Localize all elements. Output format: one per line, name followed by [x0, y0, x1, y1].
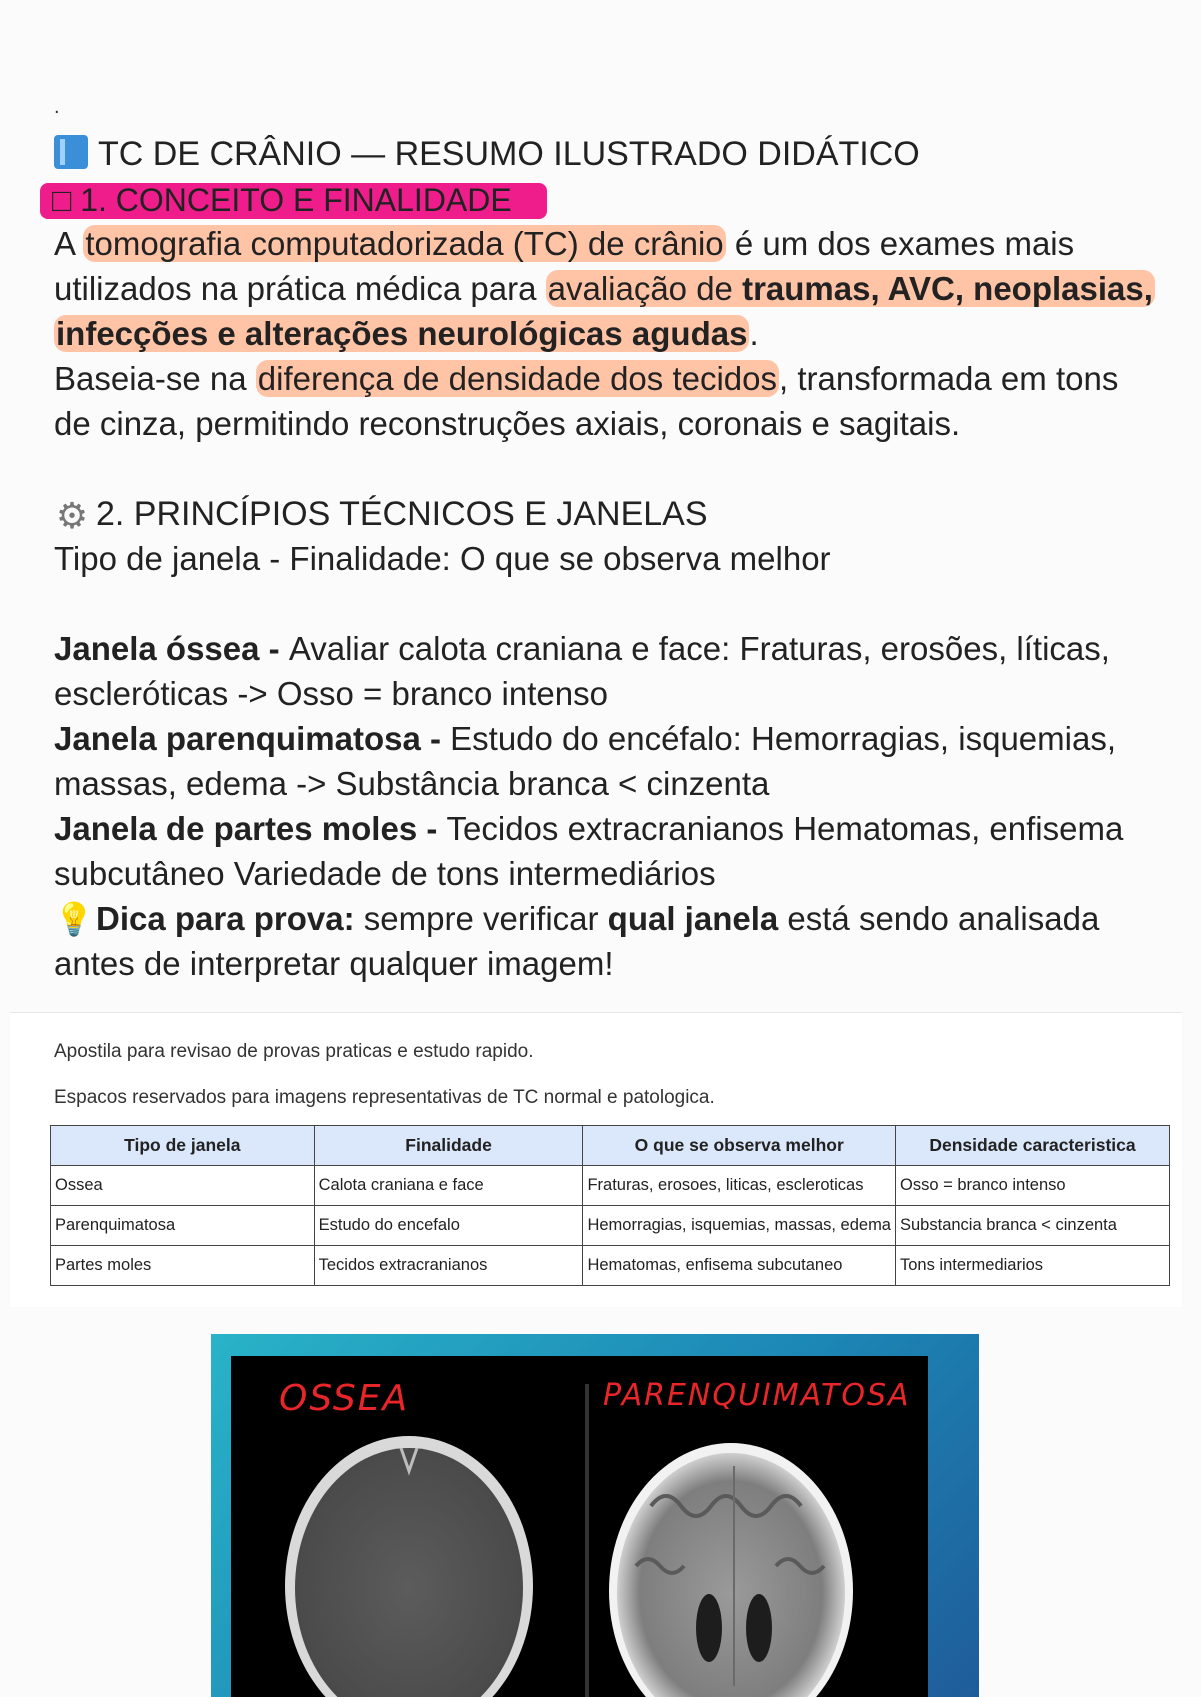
column-header: Finalidade	[314, 1126, 583, 1166]
gear-icon: ⚙	[55, 495, 89, 536]
section1-heading-text: 1. CONCEITO E FINALIDADE	[80, 182, 512, 218]
text: Baseia-se na	[54, 360, 256, 397]
text: está sendo analisada	[778, 900, 1100, 937]
text: .	[749, 315, 759, 352]
paragraph-line	[54, 267, 1155, 311]
paragraph-line: massas, edema -> Substância branca < cinzenta	[54, 765, 770, 802]
heading-glyph: □	[52, 182, 72, 218]
paragraph-line	[54, 222, 1074, 266]
table-row	[51, 1246, 1170, 1286]
paragraph-line: antes de interpretar qualquer imagem!	[54, 945, 614, 982]
text: A	[54, 225, 84, 262]
highlighted-bold-text: infecções e alterações neurológicas agudas	[56, 315, 748, 352]
section2-subtitle: Tipo de janela - Finalidade: O que se observa melhor	[54, 540, 831, 577]
section1-heading	[52, 178, 512, 222]
table-cell: Partes moles	[51, 1246, 315, 1286]
text: é um dos exames mais	[725, 225, 1075, 262]
section2-heading: 2. PRINCÍPIOS TÉCNICOS E JANELAS	[96, 495, 708, 533]
ct-scan-image	[231, 1356, 928, 1697]
windows-table	[50, 1125, 1170, 1286]
exam-tip-line	[54, 897, 1099, 941]
text: utilizados na prática médica para	[54, 270, 546, 307]
table-header-row	[51, 1126, 1170, 1166]
text: avaliação de	[547, 270, 743, 307]
table-cell: Hematomas, enfisema subcutaneo	[583, 1246, 896, 1286]
book-icon	[54, 135, 88, 169]
sheet-note: Apostila para revisao de provas praticas e estudo rapido.	[54, 1041, 534, 1062]
lightbulb-icon: 💡	[54, 901, 94, 937]
table-cell: Substancia branca < cinzenta	[896, 1206, 1170, 1246]
column-header: Tipo de janela	[51, 1126, 315, 1166]
document-title-line	[54, 132, 920, 176]
table-cell: Parenquimatosa	[51, 1206, 315, 1246]
table-cell: Hemorragias, isquemias, massas, edema	[583, 1206, 896, 1246]
ct-label-ossea: OSSEA	[279, 1378, 410, 1419]
highlighted-text: diferença de densidade dos tecidos	[257, 360, 777, 397]
bone-window-skull	[285, 1436, 533, 1697]
table-cell: Ossea	[51, 1166, 315, 1206]
highlighted-text: tomografia computadorizada (TC) de crânio	[85, 225, 724, 262]
highlighted-text	[546, 270, 1155, 307]
table-cell: Fraturas, erosoes, liticas, escleroticas	[583, 1166, 896, 1206]
table-cell: Tons intermediarios	[896, 1246, 1170, 1286]
window-parenchyma-line	[54, 717, 1116, 761]
bold-text: Janela parenquimatosa -	[54, 720, 451, 757]
top-mark: .	[54, 96, 60, 118]
section2-heading-line	[54, 492, 708, 538]
table-cell: Tecidos extracranianos	[314, 1246, 583, 1286]
text: Estudo do encéfalo: Hemorragias, isquemias,	[450, 720, 1116, 757]
text: Tecidos extracranianos Hematomas, enfisema	[446, 810, 1124, 847]
column-header: Densidade caracteristica	[896, 1126, 1170, 1166]
text: sempre verificar	[354, 900, 608, 937]
paragraph-line	[54, 312, 759, 356]
sheet-note: Espacos reservados para imagens representativas de TC normal e patologica.	[54, 1087, 715, 1108]
text: Avaliar calota craniana e face: Fraturas, erosões, líticas,	[288, 630, 1110, 667]
table-row	[51, 1166, 1170, 1206]
parenchyma-window-skull	[609, 1443, 853, 1697]
ct-label-parenquimatosa: PARENQUIMATOSA	[603, 1378, 911, 1413]
bold-text: Janela de partes moles -	[54, 810, 447, 847]
text: , transformada em tons	[779, 360, 1119, 397]
ct-skull-drawings	[231, 1356, 928, 1697]
column-header: O que se observa melhor	[583, 1126, 896, 1166]
window-softtissue-line	[54, 807, 1123, 851]
paragraph-line	[54, 357, 1118, 401]
bold-text: qual janela	[607, 900, 779, 937]
bold-text: traumas, AVC, neoplasias,	[742, 270, 1153, 307]
paragraph-line: escleróticas -> Osso = branco intenso	[54, 675, 608, 712]
table-cell: Osso = branco intenso	[896, 1166, 1170, 1206]
paragraph-line: de cinza, permitindo reconstruções axiais, coronais e sagitais.	[54, 405, 961, 442]
paragraph-line: subcutâneo Variedade de tons intermediários	[54, 855, 716, 892]
table-cell: Estudo do encefalo	[314, 1206, 583, 1246]
bold-text: Dica para prova:	[96, 900, 355, 937]
embedded-sheet	[10, 1012, 1182, 1307]
bold-text: Janela óssea -	[54, 630, 289, 667]
ct-image-frame	[211, 1334, 979, 1697]
window-bone-line	[54, 627, 1110, 671]
table-row	[51, 1206, 1170, 1246]
table-cell: Calota craniana e face	[314, 1166, 583, 1206]
document-title: TC DE CRÂNIO — RESUMO ILUSTRADO DIDÁTICO	[98, 135, 920, 173]
